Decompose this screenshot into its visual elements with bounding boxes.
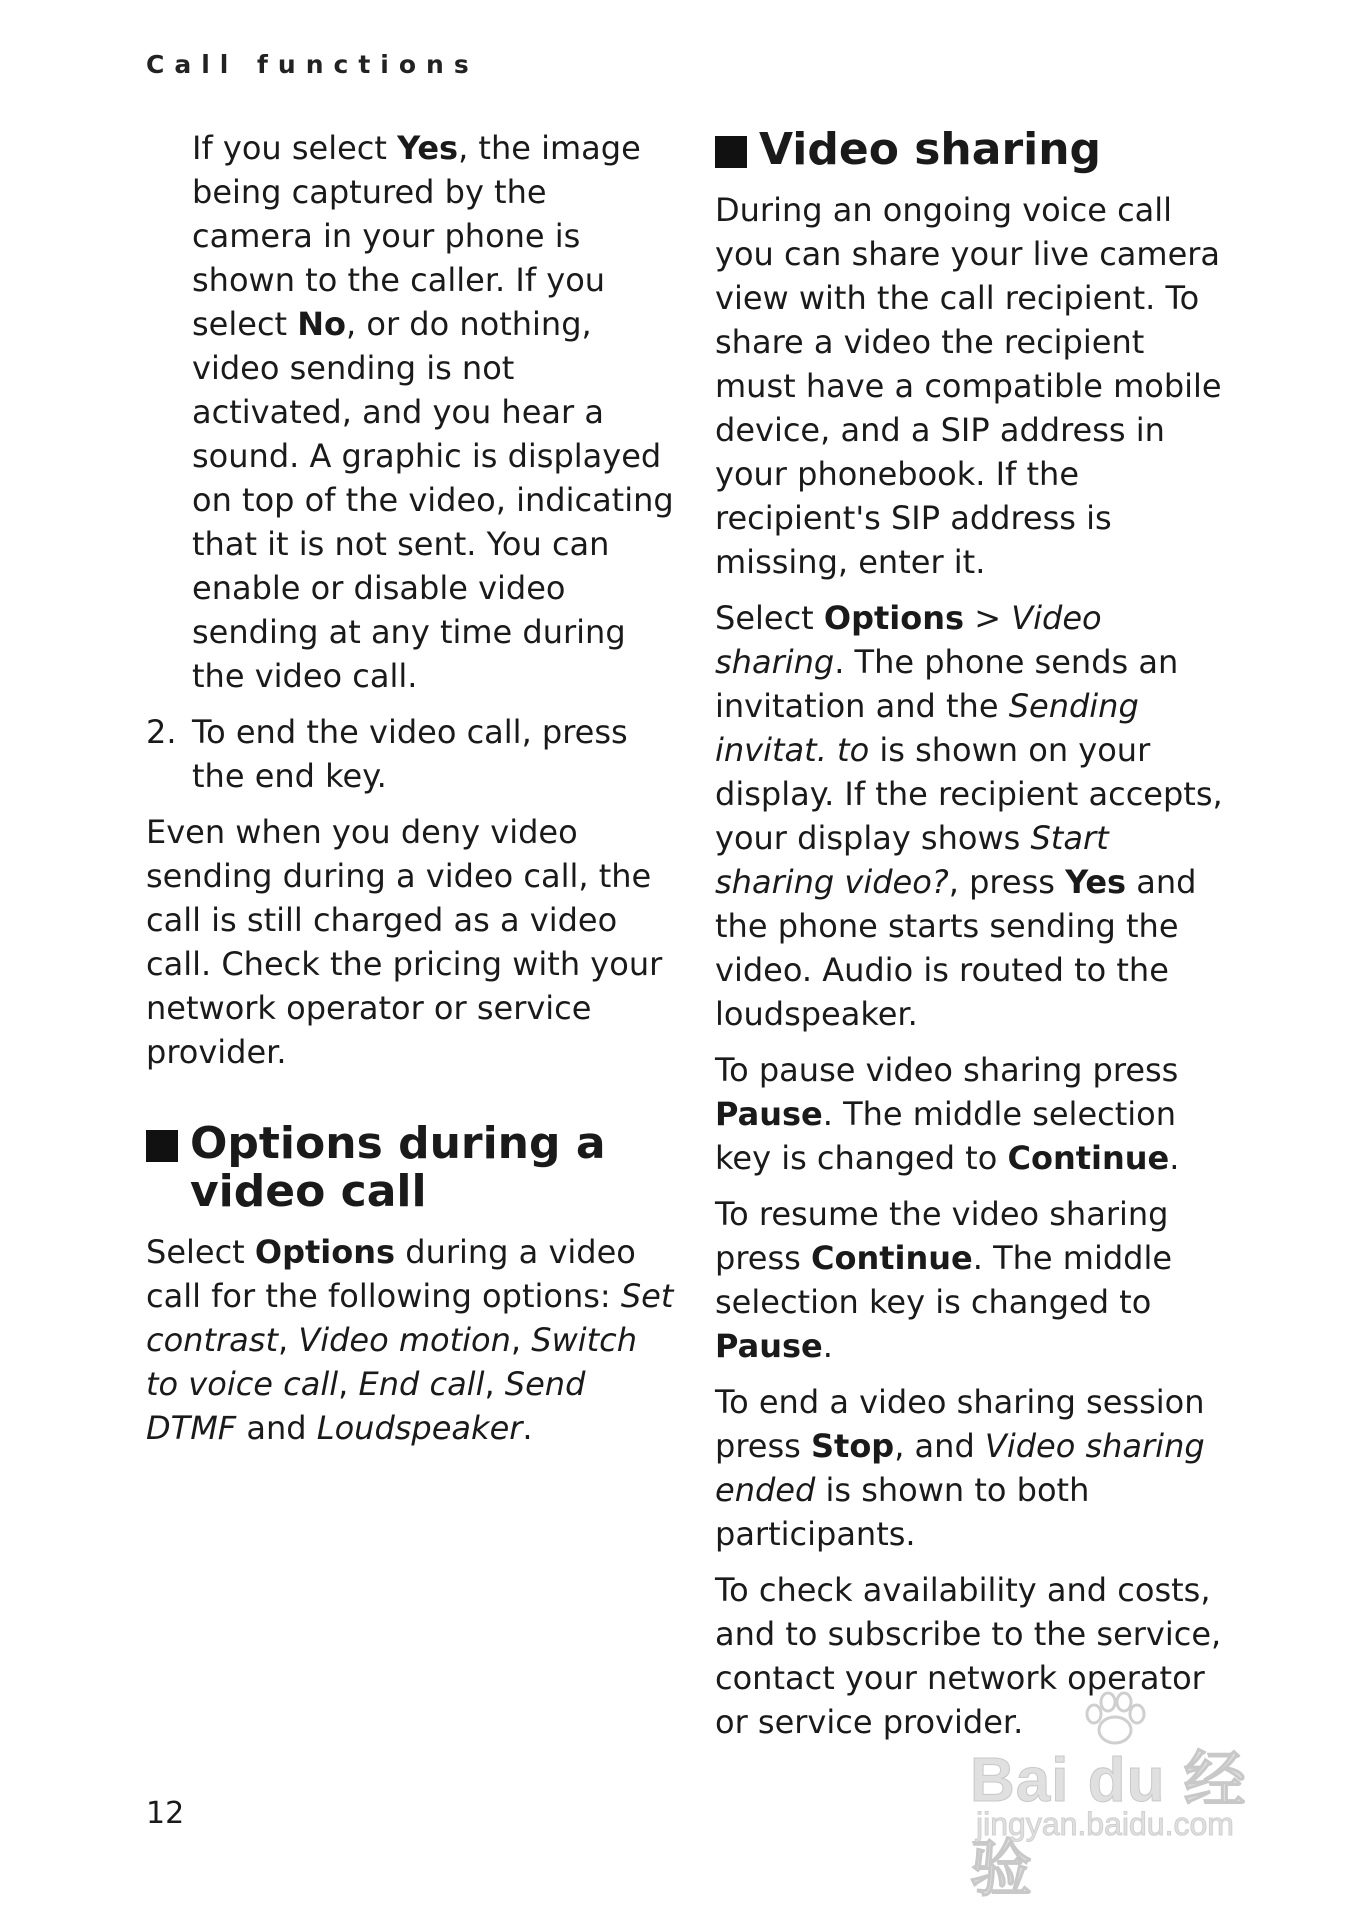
running-header: Call functions xyxy=(146,50,479,79)
watermark xyxy=(970,1690,1290,1904)
page-number: 12 xyxy=(146,1796,185,1831)
list-number: 2. xyxy=(146,713,177,751)
section-heading-video-sharing xyxy=(715,126,1235,174)
heading-square-icon xyxy=(146,1130,178,1162)
list-item-step-2 xyxy=(146,710,676,798)
paragraph-select-yes: If you select Yes, the image being captured by the camera in your phone is shown to the caller. If you select No, or do nothing, video sending is not activated, and you hear a sound. A graphic is displayed on top of the video, indicating that it is not sent. You can enable or disable video sending at any time during the video call. xyxy=(192,129,674,695)
heading-text: Options during a video call xyxy=(190,1118,606,1217)
right-column xyxy=(715,126,1235,1756)
left-column xyxy=(146,126,676,1462)
paragraph-check-availability: To check availability and costs, and to subscribe to the service, contact your network operator or service provider. xyxy=(715,1571,1222,1741)
watermark-brand: Bai du 经验 xyxy=(970,1746,1247,1904)
paragraph-pause: To pause video sharing press Pause. The middle selection key is changed to Continue. xyxy=(715,1051,1180,1177)
heading-square-icon xyxy=(715,136,747,168)
paragraph-sharing-intro: During an ongoing voice call you can share your live camera view with the call recipient. To share a video the recipient must have a compatible mobile device, and a SIP address in your phonebook. If the recipient's SIP address is missing, enter it. xyxy=(715,191,1222,581)
yes-keyword: Yes xyxy=(397,129,459,167)
list-text: To end the video call, press the end key. xyxy=(192,713,628,795)
no-keyword: No xyxy=(297,305,347,343)
paragraph-deny-video: Even when you deny video sending during a video call, the call is still charged as a video call. Check the pricing with your network operator or service provider. xyxy=(146,813,663,1071)
paragraph-end-sharing: To end a video sharing session press Stop, and Video sharing ended is shown to both participants. xyxy=(715,1383,1205,1553)
paragraph-select-sharing: Select Options > Video sharing. The phone sends an invitation and the Sending invitat. to is shown on your display. If the recipient accepts, your display shows Start sharing video?, press Yes and the phone starts sending the video. Audio is routed to the loudspeaker. xyxy=(715,599,1223,1033)
paragraph-resume: To resume the video sharing press Continue. The middle selection key is changed to Pause. xyxy=(715,1195,1173,1365)
section-heading-options xyxy=(146,1120,676,1216)
paragraph-options: Select Options during a video call for the following options: Set contrast, Video motion, Switch to voice call, End call, Send DTMF and Loudspeaker. xyxy=(146,1233,674,1447)
watermark-url: jingyan.baidu.com xyxy=(976,1806,1234,1842)
heading-text: Video sharing xyxy=(759,124,1102,175)
